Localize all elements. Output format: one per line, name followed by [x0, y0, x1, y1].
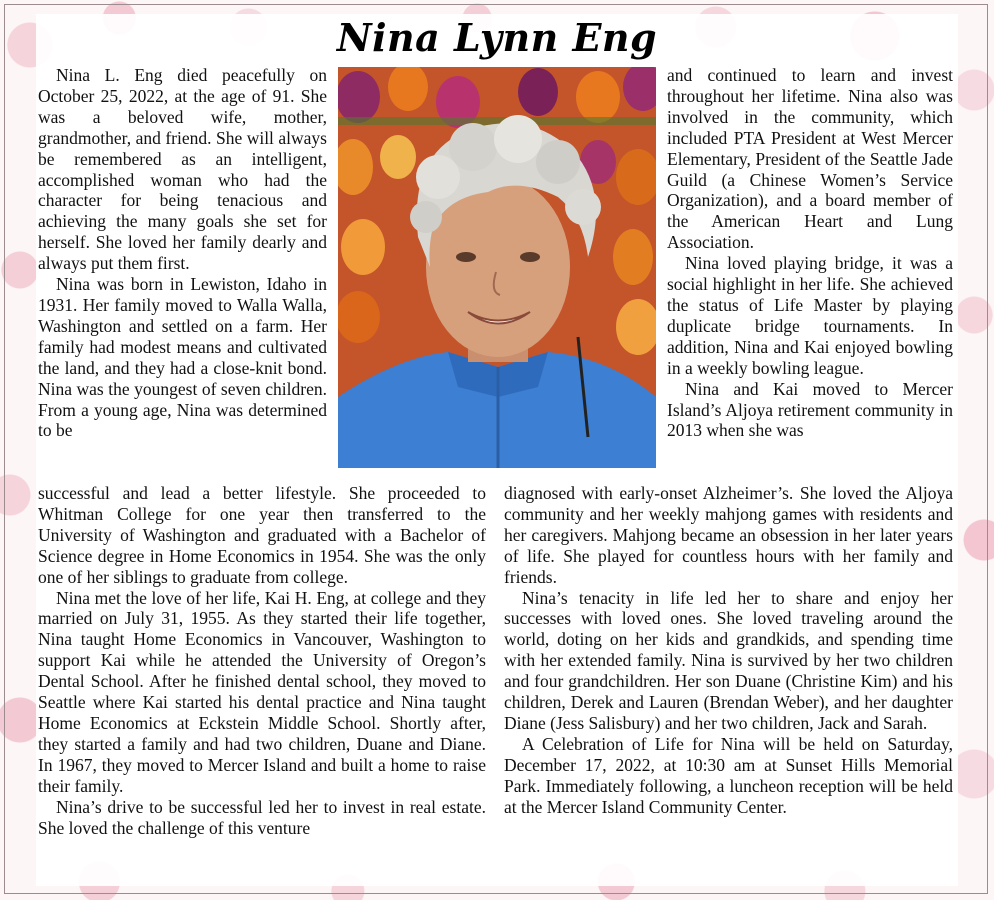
- obituary-content: [36, 14, 958, 886]
- portrait-photo: [338, 67, 656, 468]
- paragraph-early-life: Nina was born in Lewiston, Idaho in 1931. Her family moved to Walla Walla, Washington and settled on a farm. Her family had modest means and cultivated the land, and they had a close-knit bond. Nina was the youngest of seven children. From a young age, Nina was determined to be: [38, 274, 327, 441]
- paragraph-alzheimers: diagnosed with early-onset Alzheimer’s. She loved the Aljoya community and her weekly mahjong games with residents and her caregivers. Mahjong became an obsession in her later years of life. She played for countless hours with her family and friends.: [504, 483, 953, 587]
- paragraph-celebration: A Celebration of Life for Nina will be held on Saturday, December 17, 2022, at 10:30 am at Sunset Hills Memorial Park. Immediately following, a luncheon reception will be held at the Mercer Island Community Center.: [504, 733, 953, 817]
- paragraph-real-estate: Nina’s drive to be successful led her to invest in real estate. She loved the challenge of this venture: [38, 796, 486, 838]
- column-left-bottom: [38, 483, 486, 838]
- portrait-illustration: [338, 67, 656, 468]
- paragraph-bridge: Nina loved playing bridge, it was a social highlight in her life. She achieved the status of Life Master by playing duplicate bridge tournaments. In addition, Nina and Kai enjoyed bowling in a weekly bowling league.: [667, 253, 953, 378]
- column-right-bottom: [504, 483, 953, 818]
- paragraph-family: Nina’s tenacity in life led her to share and enjoy her successes with loved ones. She loved traveling around the world, doting on her kids and grandkids, and spending time with her extended family. Nina is survived by her two children and four grandchildren. Her son Duane (Christine Kim) and his children, Derek and Lauren (Brendan Weber), and her daughter Diane (Jess Salisbury) and her two children, Jack and Sarah.: [504, 587, 953, 733]
- column-right-top: [667, 65, 953, 441]
- paragraph-education: successful and lead a better lifestyle. She proceeded to Whitman College for one year then transferred to the University of Washington and graduated with a Bachelor of Science degree in Home Economics in 1954. She was the only one of her siblings to graduate from college.: [38, 483, 486, 587]
- obituary-title: Nina Lynn Eng: [336, 15, 658, 60]
- paragraph-intro: Nina L. Eng died peacefully on October 25, 2022, at the age of 91. She was a beloved wife, mother, grandmother, and friend. She will always be remembered as an intelligent, accomplished woman who had the character for being tenacious and achieving the many goals she set for herself. She loved her family dearly and always put them first.: [38, 65, 327, 274]
- paragraph-retirement: Nina and Kai moved to Mercer Island’s Aljoya retirement community in 2013 when she was: [667, 378, 953, 441]
- paragraph-marriage: Nina met the love of her life, Kai H. Eng, at college and they married on July 31, 1955. As they started their life together, Nina taught Home Economics in Vancouver, Washington to support Kai while he attended the University of Oregon’s Dental School. After he finished dental school, they moved to Seattle where Kai started his dental practice and Nina taught Home Economics at Eckstein Middle School. Shortly after, they started a family and had two children, Duane and Diane. In 1967, they moved to Mercer Island and built a home to raise their family.: [38, 587, 486, 796]
- paragraph-investing-continued: and continued to learn and invest throughout her lifetime. Nina also was involved in the community, which included PTA President at West Mercer Elementary, President of the Seattle Jade Guild (a Chinese Women’s Service Organization), and a board member of the American Heart and Lung Association.: [667, 65, 953, 253]
- column-left-top: [38, 65, 327, 441]
